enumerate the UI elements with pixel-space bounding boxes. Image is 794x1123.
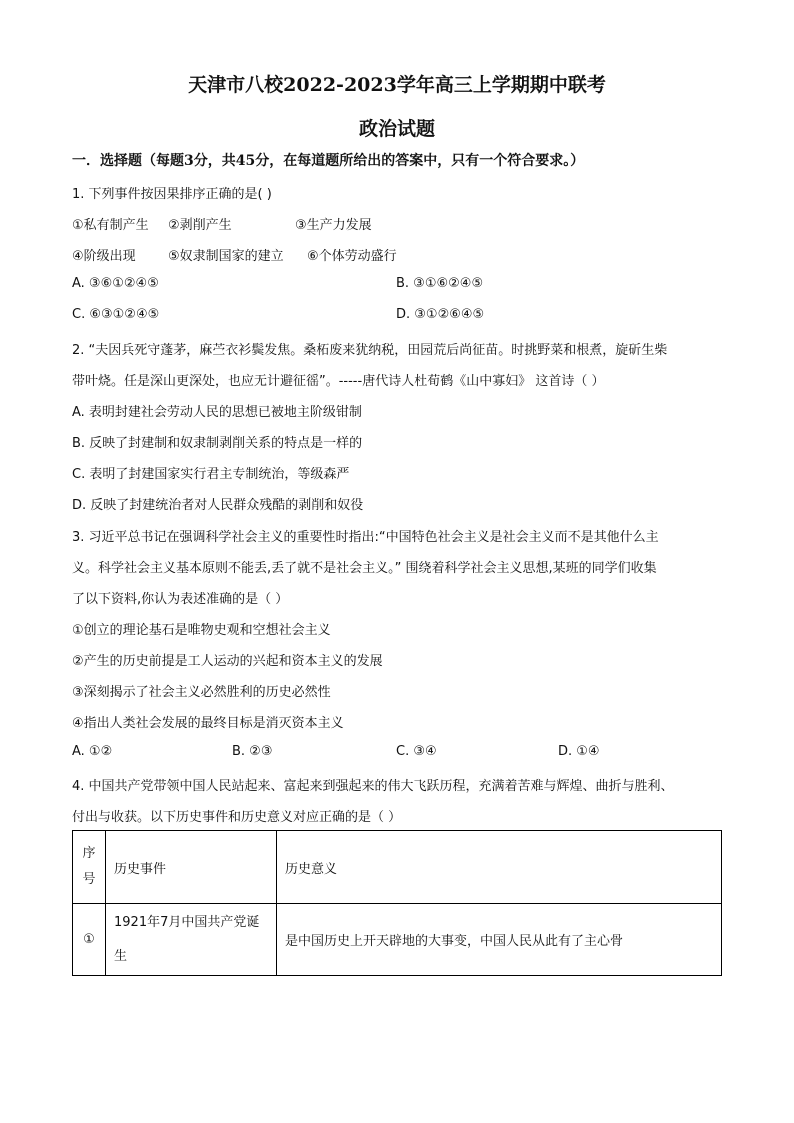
section-heading: 一．选择题（每题3分，共45分，在每道题所给出的答案中，只有一个符合要求。）: [72, 153, 585, 169]
q2-option-a: A. 表明封建社会劳动人民的思想已被地主阶级钳制: [72, 405, 362, 420]
table-cell-index: ①: [73, 904, 106, 976]
q1-item: ⑥个体劳动盛行: [307, 249, 397, 264]
q3-item: ③深刻揭示了社会主义必然胜利的历史必然性: [72, 685, 331, 700]
page-title: 天津市八校2022-2023学年高三上学期期中联考: [188, 74, 606, 96]
table-header-row: [73, 831, 722, 904]
q2-stem-line2: 带叶烧。任是深山更深处，也应无计避征徭”。-----唐代诗人杜荀鹤《山中寡妇》 这首诗（ ）: [72, 374, 605, 389]
table-cell-event: [106, 904, 277, 976]
q1-item: ③生产力发展: [295, 218, 372, 233]
q4-stem-line1: 4. 中国共产党带领中国人民站起来、富起来到强起来的伟大飞跃历程，充满着苦难与辉煌、曲折与胜利、: [72, 779, 674, 794]
q3-item: ②产生的历史前提是工人运动的兴起和资本主义的发展: [72, 654, 383, 669]
q1-item: ④阶级出现: [72, 249, 136, 264]
q1-option-d: D. ③①②⑥④⑤: [396, 307, 485, 322]
q3-stem-line2: 义。科学社会主义基本原则不能丢,丢了就不是社会主义。” 围绕着科学社会主义思想,某班的同学们收集: [72, 561, 657, 576]
table-row: [73, 904, 722, 976]
q2-option-d: D. 反映了封建统治者对人民群众残酷的剥削和奴役: [72, 498, 364, 513]
q1-option-c: C. ⑥③①②④⑤: [72, 307, 160, 322]
q2-option-c: C. 表明了封建国家实行君主专制统治，等级森严: [72, 467, 350, 482]
q3-stem-line3: 了以下资料,你认为表述准确的是（ ）: [72, 592, 289, 607]
q1-item: ①私有制产生: [72, 218, 149, 233]
table-cell-significance: 是中国历史上开天辟地的大事变，中国人民从此有了主心骨: [277, 904, 722, 976]
table-header-cell: [73, 831, 106, 904]
q3-option-a: A. ①②: [72, 744, 113, 759]
q1-item: ②剥削产生: [168, 218, 232, 233]
q1-option-b: B. ③①⑥②④⑤: [396, 276, 484, 291]
q3-item: ④指出人类社会发展的最终目标是消灭资本主义: [72, 716, 344, 731]
q1-item: ⑤奴隶制国家的建立: [168, 249, 284, 264]
table-header-cell: 历史事件: [106, 831, 277, 904]
header-index: 序号: [82, 846, 96, 887]
q3-stem-line1: 3. 习近平总书记在强调科学社会主义的重要性时指出:“中国特色社会主义是社会主义而不是其他什么主: [72, 530, 659, 545]
q1-stem: 1. 下列事件按因果排序正确的是( ): [72, 187, 272, 202]
page-subtitle: 政治试题: [358, 118, 435, 140]
q2-option-b: B. 反映了封建制和奴隶制剥削关系的特点是一样的: [72, 436, 363, 451]
q4-stem-line2: 付出与收获。以下历史事件和历史意义对应正确的是（ ）: [72, 810, 402, 825]
q3-item: ①创立的理论基石是唯物史观和空想社会主义: [72, 623, 331, 638]
q3-option-b: B. ②③: [232, 744, 273, 759]
event-text: 1921年7月中国共产党诞生: [114, 914, 260, 964]
table-header-cell: 历史意义: [277, 831, 722, 904]
q3-option-d: D. ①④: [558, 744, 600, 759]
history-table: [72, 830, 722, 976]
q1-option-a: A. ③⑥①②④⑤: [72, 276, 159, 291]
q2-stem-line1: 2. “夫因兵死守蓬茅，麻苎衣衫鬓发焦。桑柘废来犹纳税，田园荒后尚征苗。时挑野菜和根煮，旋斫生柴: [72, 343, 668, 358]
q3-option-c: C. ③④: [396, 744, 437, 759]
